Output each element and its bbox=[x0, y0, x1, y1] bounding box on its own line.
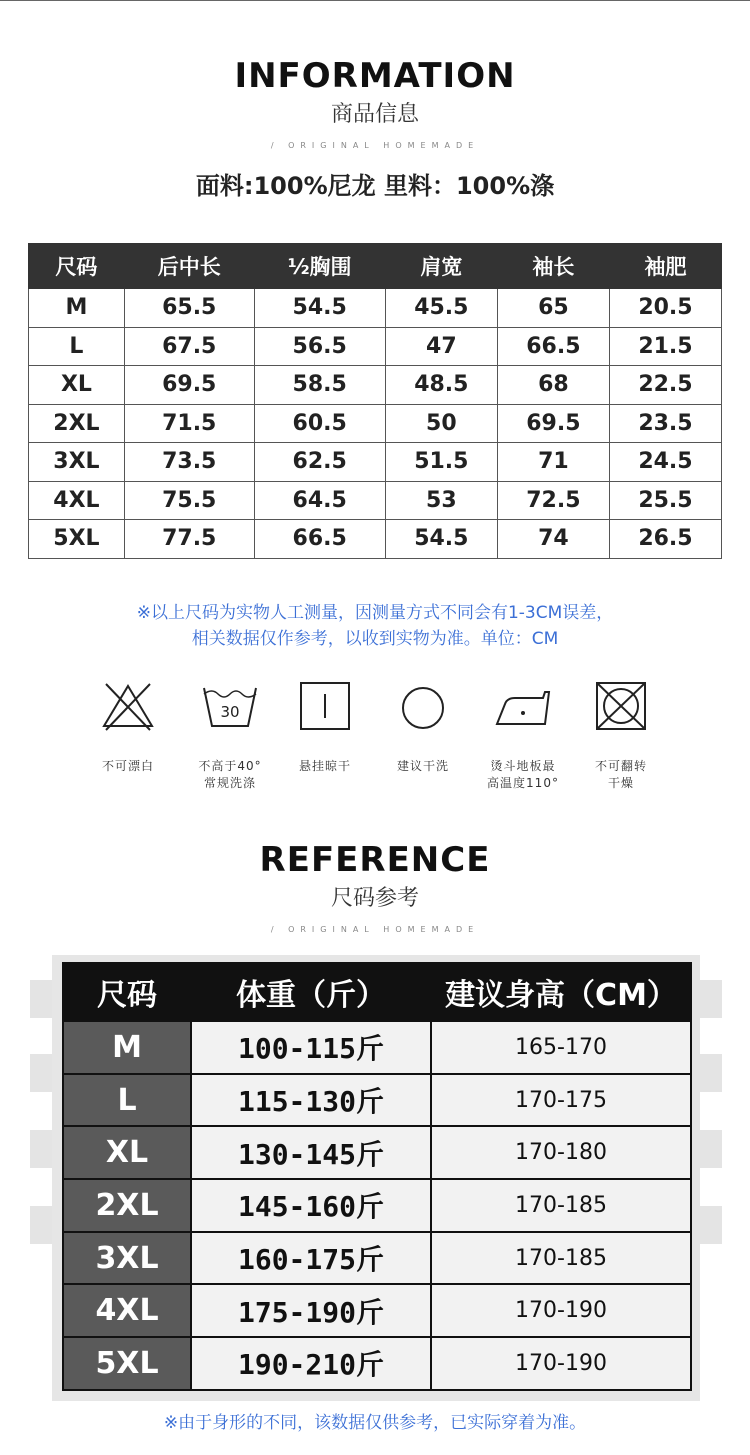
ref-cell-size: 2XL bbox=[63, 1179, 191, 1232]
size-cell-value: 62.5 bbox=[254, 443, 385, 482]
size-cell-value: 69.5 bbox=[124, 366, 254, 405]
care-item-dry-clean bbox=[368, 680, 478, 775]
size-cell-value: 22.5 bbox=[609, 366, 721, 405]
ref-cell-height: 170-175 bbox=[431, 1074, 691, 1127]
ref-table-row bbox=[63, 1337, 691, 1390]
ref-cell-size: 3XL bbox=[63, 1232, 191, 1285]
care-label: 建议干洗 bbox=[396, 759, 449, 773]
side-strip bbox=[700, 980, 722, 1018]
size-table-row bbox=[29, 443, 722, 482]
care-label: 悬挂晾干 bbox=[298, 759, 351, 773]
iron-low-icon bbox=[493, 680, 553, 732]
ref-header bbox=[0, 840, 750, 936]
ref-cell-height: 170-180 bbox=[431, 1126, 691, 1179]
size-cell-value: 75.5 bbox=[124, 481, 254, 520]
size-table-row bbox=[29, 404, 722, 443]
hang-dry-icon bbox=[298, 680, 352, 732]
size-cell-value: 69.5 bbox=[497, 404, 609, 443]
side-strip bbox=[700, 1130, 722, 1168]
size-cell-value: 24.5 bbox=[609, 443, 721, 482]
size-table-row bbox=[29, 327, 722, 366]
ref-table-row bbox=[63, 1284, 691, 1337]
ref-cell-weight: 160-175斤 bbox=[191, 1232, 431, 1285]
ref-cell-height: 170-185 bbox=[431, 1232, 691, 1285]
ref-table-row bbox=[63, 1021, 691, 1074]
ref-title: REFERENCE bbox=[259, 840, 491, 880]
size-table-row bbox=[29, 289, 722, 328]
ref-table-row bbox=[63, 1074, 691, 1127]
size-cell-value: 74 bbox=[497, 520, 609, 559]
size-cell-value: 60.5 bbox=[254, 404, 385, 443]
size-cell-value: 67.5 bbox=[124, 327, 254, 366]
ref-cell-size: 5XL bbox=[63, 1337, 191, 1390]
size-table bbox=[28, 243, 722, 559]
size-cell-value: 23.5 bbox=[609, 404, 721, 443]
size-cell-label: 2XL bbox=[29, 404, 125, 443]
ref-cell-weight: 100-115斤 bbox=[191, 1021, 431, 1074]
size-cell-value: 51.5 bbox=[385, 443, 497, 482]
size-cell-value: 66.5 bbox=[254, 520, 385, 559]
ref-cell-weight: 145-160斤 bbox=[191, 1179, 431, 1232]
ref-table-row bbox=[63, 1232, 691, 1285]
ref-cell-height: 170-190 bbox=[431, 1284, 691, 1337]
side-strip bbox=[700, 1206, 722, 1244]
no-tumble-dry-icon bbox=[594, 680, 648, 732]
ref-cell-size: L bbox=[63, 1074, 191, 1127]
ref-header-height: 建议身高（CM） bbox=[431, 963, 691, 1021]
care-item-iron-low bbox=[468, 680, 578, 792]
size-cell-label: XL bbox=[29, 366, 125, 405]
size-cell-value: 71 bbox=[497, 443, 609, 482]
ref-cell-weight: 190-210斤 bbox=[191, 1337, 431, 1390]
care-label: 烫斗地板最 高温度110° bbox=[487, 759, 559, 790]
size-cell-value: 65.5 bbox=[124, 289, 254, 328]
care-label: 不可漂白 bbox=[101, 759, 154, 773]
top-divider bbox=[0, 0, 750, 1]
size-header-half-chest: ½胸围 bbox=[254, 244, 385, 289]
size-cell-value: 64.5 bbox=[254, 481, 385, 520]
size-table-row bbox=[29, 481, 722, 520]
size-cell-value: 72.5 bbox=[497, 481, 609, 520]
ref-tagline: / ORIGINAL HOMEMADE bbox=[270, 925, 480, 934]
size-cell-label: 4XL bbox=[29, 481, 125, 520]
size-header-back-length: 后中长 bbox=[124, 244, 254, 289]
side-strip bbox=[30, 1130, 52, 1168]
info-header bbox=[0, 56, 750, 152]
size-cell-label: 5XL bbox=[29, 520, 125, 559]
size-header-sleeve-width: 袖肥 bbox=[609, 244, 721, 289]
wash-30-icon bbox=[200, 680, 260, 732]
size-cell-value: 21.5 bbox=[609, 327, 721, 366]
wash-temp-badge: 30 bbox=[220, 703, 240, 721]
footnote: ※由于身形的不同，该数据仅供参考，已实际穿着为准。 bbox=[163, 1413, 587, 1433]
ref-cell-size: M bbox=[63, 1021, 191, 1074]
size-table-row bbox=[29, 366, 722, 405]
ref-header-weight: 体重（斤） bbox=[191, 963, 431, 1021]
size-cell-value: 25.5 bbox=[609, 481, 721, 520]
size-table-header-row bbox=[29, 244, 722, 289]
ref-cell-weight: 115-130斤 bbox=[191, 1074, 431, 1127]
size-cell-value: 54.5 bbox=[385, 520, 497, 559]
size-cell-value: 45.5 bbox=[385, 289, 497, 328]
side-strip bbox=[700, 1054, 722, 1092]
size-cell-value: 66.5 bbox=[497, 327, 609, 366]
size-cell-value: 50 bbox=[385, 404, 497, 443]
ref-cell-weight: 175-190斤 bbox=[191, 1284, 431, 1337]
size-header-sleeve-length: 袖长 bbox=[497, 244, 609, 289]
size-cell-value: 54.5 bbox=[254, 289, 385, 328]
measure-note bbox=[0, 600, 750, 652]
ref-table bbox=[62, 962, 692, 1391]
care-item-hang-dry bbox=[270, 680, 380, 775]
ref-cell-weight: 130-145斤 bbox=[191, 1126, 431, 1179]
size-cell-value: 71.5 bbox=[124, 404, 254, 443]
size-cell-value: 77.5 bbox=[124, 520, 254, 559]
size-cell-value: 20.5 bbox=[609, 289, 721, 328]
ref-cell-size: 4XL bbox=[63, 1284, 191, 1337]
care-item-no-tumble-dry bbox=[566, 680, 676, 792]
size-cell-value: 58.5 bbox=[254, 366, 385, 405]
no-bleach-icon bbox=[100, 680, 156, 732]
info-subtitle: 商品信息 bbox=[330, 102, 419, 127]
size-cell-value: 26.5 bbox=[609, 520, 721, 559]
size-table-row bbox=[29, 520, 722, 559]
material-line: 面料:100%尼龙 里料：100%涤 bbox=[195, 172, 555, 200]
measure-note-line1: ※以上尺码为实物人工测量，因测量方式不同会有1-3CM误差， bbox=[136, 603, 614, 623]
care-item-no-bleach bbox=[73, 680, 183, 775]
size-cell-label: L bbox=[29, 327, 125, 366]
size-cell-value: 53 bbox=[385, 481, 497, 520]
ref-cell-height: 165-170 bbox=[431, 1021, 691, 1074]
ref-table-row bbox=[63, 1126, 691, 1179]
measure-note-line2: 相关数据仅作参考，以收到实物为准。单位：CM bbox=[191, 629, 559, 649]
side-strip bbox=[30, 980, 52, 1018]
care-label: 不高于40° 常规洗涤 bbox=[198, 759, 262, 790]
info-title: INFORMATION bbox=[234, 56, 516, 96]
size-cell-value: 48.5 bbox=[385, 366, 497, 405]
ref-cell-height: 170-190 bbox=[431, 1337, 691, 1390]
side-strip bbox=[30, 1054, 52, 1092]
size-header-shoulder: 肩宽 bbox=[385, 244, 497, 289]
ref-table-row bbox=[63, 1179, 691, 1232]
dry-clean-icon bbox=[397, 680, 449, 732]
ref-header-size: 尺码 bbox=[63, 963, 191, 1021]
side-strip bbox=[30, 1206, 52, 1244]
size-cell-value: 65 bbox=[497, 289, 609, 328]
info-tagline: / ORIGINAL HOMEMADE bbox=[270, 141, 480, 150]
size-cell-value: 56.5 bbox=[254, 327, 385, 366]
size-cell-label: M bbox=[29, 289, 125, 328]
size-header-size: 尺码 bbox=[29, 244, 125, 289]
ref-table-header-row bbox=[63, 963, 691, 1021]
size-cell-value: 68 bbox=[497, 366, 609, 405]
ref-cell-size: XL bbox=[63, 1126, 191, 1179]
ref-cell-height: 170-185 bbox=[431, 1179, 691, 1232]
ref-subtitle: 尺码参考 bbox=[330, 886, 419, 911]
size-cell-label: 3XL bbox=[29, 443, 125, 482]
size-cell-value: 47 bbox=[385, 327, 497, 366]
care-label: 不可翻转 干燥 bbox=[594, 759, 647, 790]
care-item-wash-30 bbox=[175, 680, 285, 792]
size-cell-value: 73.5 bbox=[124, 443, 254, 482]
